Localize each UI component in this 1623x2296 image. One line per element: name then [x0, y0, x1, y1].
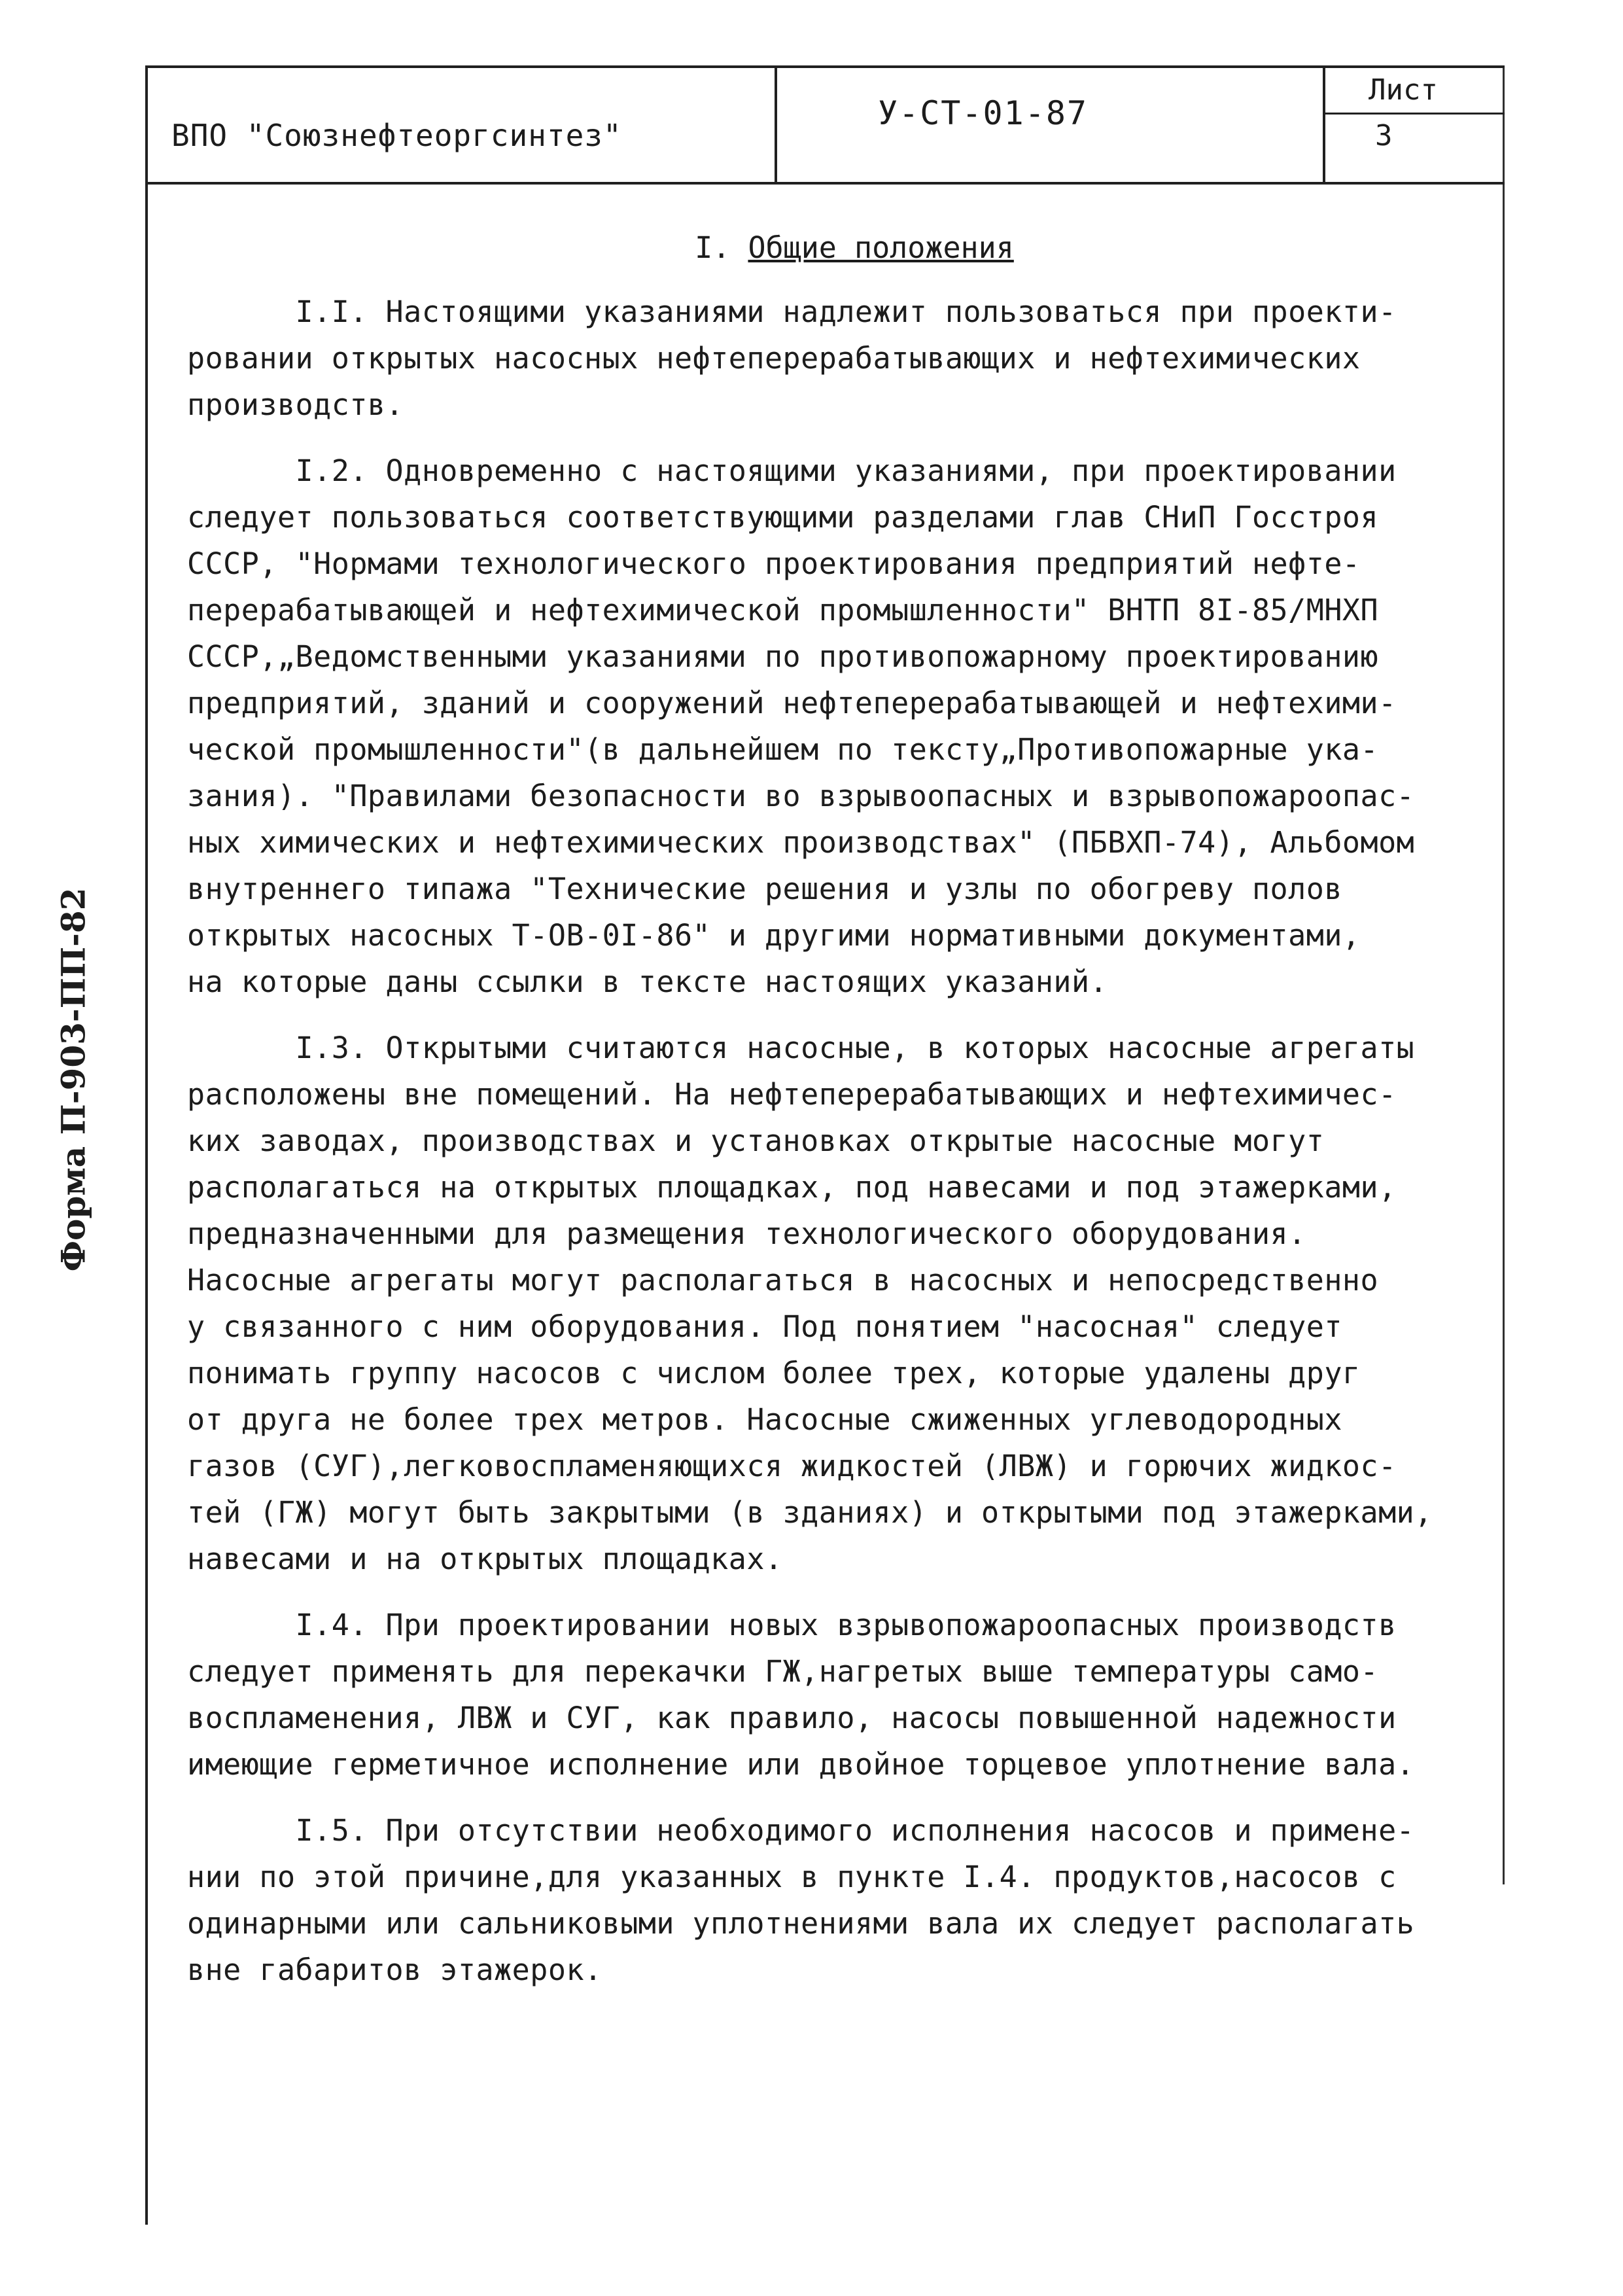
text-line: расположены вне помещений. На нефтеперерабатывающих и нефтехимичес-	[187, 1077, 1397, 1112]
form-number-label: Форма П-903-ПП-82	[54, 887, 93, 1272]
text-line: тей (ГЖ) могут быть закрытыми (в зданиях) и открытыми под этажерками,	[187, 1495, 1433, 1530]
section-number: I.	[695, 230, 731, 265]
sheet-cell-divider	[1325, 113, 1505, 115]
text-line: ровании открытых насосных нефтеперерабатывающих и нефтехимических	[187, 341, 1361, 376]
text-line: предназначенными для размещения технологического оборудования.	[187, 1216, 1306, 1251]
title-block-divider	[1323, 68, 1325, 182]
text-line: СССР,„Ведомственными указаниями по противопожарному проектированию	[187, 639, 1379, 674]
text-line: I.3. Открытыми считаются насосные, в которых насосные агрегаты	[187, 1031, 1415, 1065]
document-body	[187, 230, 1495, 2013]
section-heading	[187, 230, 1495, 265]
text-line: следует применять для перекачки ГЖ,нагретых выше температуры само-	[187, 1654, 1379, 1689]
paragraph	[187, 448, 1495, 1005]
text-line: у связанного с ним оборудования. Под понятием "насосная" следует	[187, 1309, 1342, 1344]
text-line: I.2. Одновременно с настоящими указаниями, при проектировании	[187, 453, 1397, 488]
text-line: вне габаритов этажерок.	[187, 1952, 602, 1987]
text-line: открытых насосных Т-ОВ-0I-86" и другими нормативными документами,	[187, 918, 1361, 953]
text-line: производств.	[187, 387, 404, 422]
paragraph-list	[187, 289, 1495, 1993]
title-block	[145, 65, 1505, 185]
text-line: ких заводах, производствах и установках открытые насосные могут	[187, 1123, 1325, 1158]
text-line: следует пользоваться соответствующими разделами глав СНиП Госстроя	[187, 500, 1379, 535]
text-line: воспламенения, ЛВЖ и СУГ, как правило, насосы повышенной надежности	[187, 1701, 1397, 1735]
sheet-label: Лист	[1369, 73, 1438, 107]
text-line: I.4. При проектировании новых взрывопожароопасных производств	[187, 1608, 1397, 1642]
text-line: зания). "Правилами безопасности во взрывоопасных и взрывопожароопас-	[187, 779, 1415, 813]
text-line: газов (СУГ),легковоспламеняющихся жидкостей (ЛВЖ) и горючих жидкос-	[187, 1449, 1397, 1483]
paragraph	[187, 1025, 1495, 1582]
sheet-number: 3	[1375, 119, 1393, 152]
text-line: перерабатывающей и нефтехимической промышленности" ВНТП 8I-85/МНХП	[187, 593, 1379, 627]
text-line: понимать группу насосов с числом более трех, которые удалены друг	[187, 1356, 1361, 1390]
text-line: I.5. При отсутствии необходимого исполнения насосов и примене-	[187, 1813, 1415, 1848]
paragraph	[187, 1807, 1495, 1993]
page-frame-right-border	[1503, 65, 1505, 1884]
text-line: Насосные агрегаты могут располагаться в насосных и непосредственно	[187, 1263, 1379, 1298]
text-line: нии по этой причине,для указанных в пункте I.4. продуктов,насосов с	[187, 1860, 1397, 1894]
text-line: располагаться на открытых площадках, под навесами и под этажерками,	[187, 1170, 1397, 1205]
title-block-divider	[775, 68, 777, 182]
page-frame-left-border	[145, 65, 148, 2225]
text-line: внутреннего типажа "Технические решения и узлы по обогреву полов	[187, 872, 1342, 906]
organization-name: ВПО "Союзнефтеоргсинтез"	[171, 118, 622, 153]
text-line: от друга не более трех метров. Насосные сжиженных углеводородных	[187, 1402, 1342, 1437]
text-line: предприятий, зданий и сооружений нефтеперерабатывающей и нефтехими-	[187, 686, 1397, 720]
paragraph	[187, 1602, 1495, 1788]
text-line: одинарными или сальниковыми уплотнениями вала их следует располагать	[187, 1906, 1415, 1941]
paragraph	[187, 289, 1495, 428]
text-line: навесами и на открытых площадках.	[187, 1542, 783, 1576]
text-line: ных химических и нефтехимических производствах" (ПБВХП-74), Альбомом	[187, 825, 1415, 860]
text-line: ческой промышленности"(в дальнейшем по тексту„Противопожарные ука-	[187, 732, 1379, 767]
text-line: I.I. Настоящими указаниями надлежит пользоваться при проекти-	[187, 294, 1397, 329]
text-line: имеющие герметичное исполнение или двойное торцевое уплотнение вала.	[187, 1747, 1415, 1782]
document-code: У-СТ-01-87	[878, 94, 1089, 132]
section-title: Общие положения	[748, 230, 1014, 265]
text-line: СССР, "Нормами технологического проектирования предприятий нефте-	[187, 546, 1361, 581]
text-line: на которые даны ссылки в тексте настоящих указаний.	[187, 964, 1108, 999]
